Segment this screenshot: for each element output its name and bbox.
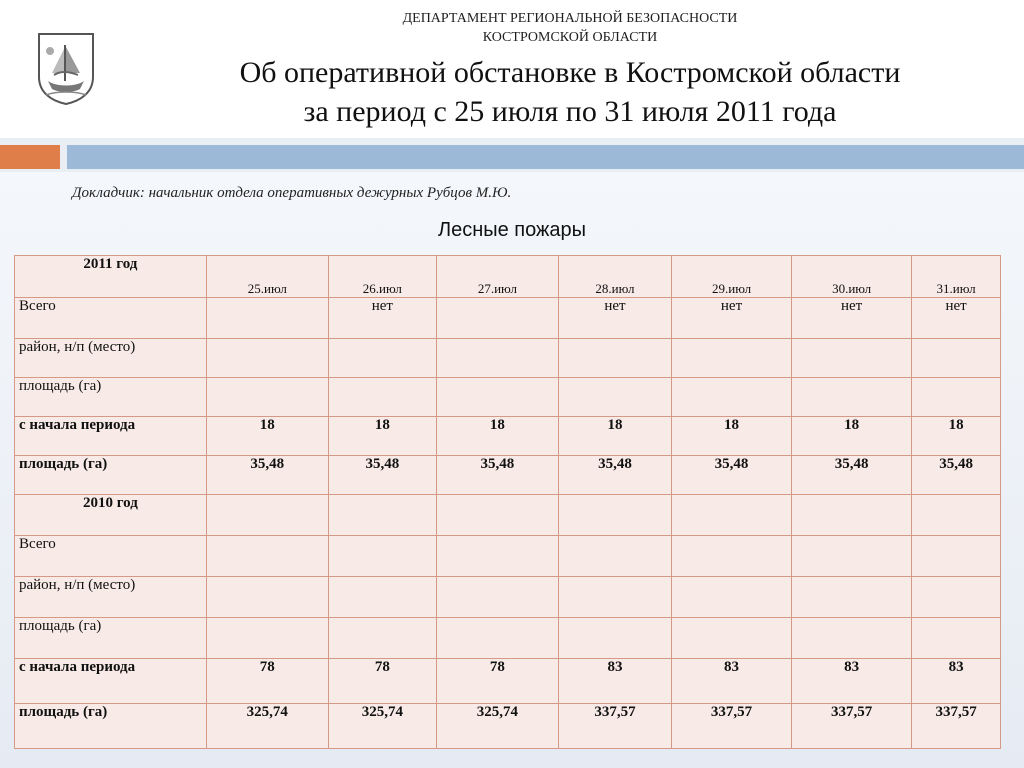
table-cell: нет	[671, 298, 791, 339]
table-cell: 337,57	[912, 704, 1001, 749]
table-cell	[912, 618, 1001, 659]
table-row	[15, 536, 1001, 577]
table-cell	[912, 339, 1001, 378]
table-cell	[558, 378, 671, 417]
table-cell	[912, 495, 1001, 536]
table-cell	[436, 577, 558, 618]
table-cell: 325,74	[206, 704, 328, 749]
table-cell	[671, 577, 791, 618]
table-cell: 35,48	[206, 456, 328, 495]
year-label-2011: 2011 год	[15, 256, 207, 298]
table-cell: 35,48	[436, 456, 558, 495]
table-header-row-2010	[15, 495, 1001, 536]
table-cell	[912, 536, 1001, 577]
table-cell: 83	[792, 659, 912, 704]
table-cell: 35,48	[671, 456, 791, 495]
table-cell: нет	[558, 298, 671, 339]
kostroma-coat-of-arms-icon	[36, 31, 96, 106]
row-label: площадь (га)	[15, 618, 207, 659]
date-header: 28.июл	[558, 256, 671, 298]
table-cell: 35,48	[328, 456, 436, 495]
table-cell	[558, 536, 671, 577]
table-cell: 83	[912, 659, 1001, 704]
table-row	[15, 417, 1001, 456]
department-name-line2: КОСТРОМСКОЙ ОБЛАСТИ	[482, 30, 658, 45]
accent-bar-blue	[67, 145, 1024, 169]
row-label: район, н/п (место)	[15, 577, 207, 618]
table-cell: 337,57	[671, 704, 791, 749]
table-cell: 337,57	[558, 704, 671, 749]
table-cell: 83	[671, 659, 791, 704]
row-label: район, н/п (место)	[15, 339, 207, 378]
row-label: с начала периода	[15, 659, 207, 704]
table-cell: 18	[792, 417, 912, 456]
row-label: Всего	[15, 536, 207, 577]
forest-fires-table	[14, 255, 1001, 749]
table-cell	[206, 536, 328, 577]
table-cell	[792, 618, 912, 659]
table-cell	[912, 378, 1001, 417]
table-cell	[206, 378, 328, 417]
table-cell	[792, 536, 912, 577]
table-row	[15, 378, 1001, 417]
table-cell: 35,48	[792, 456, 912, 495]
table-cell	[206, 495, 328, 536]
table-cell	[328, 536, 436, 577]
row-label: площадь (га)	[15, 456, 207, 495]
table-cell: 325,74	[436, 704, 558, 749]
table-cell	[792, 339, 912, 378]
table-cell: 325,74	[328, 704, 436, 749]
table-cell	[328, 378, 436, 417]
table-cell: 18	[328, 417, 436, 456]
date-header: 26.июл	[328, 256, 436, 298]
table-cell	[206, 298, 328, 339]
row-label: площадь (га)	[15, 378, 207, 417]
row-label: Всего	[15, 298, 207, 339]
table-cell	[792, 577, 912, 618]
table-cell	[558, 577, 671, 618]
table-cell	[671, 495, 791, 536]
table-cell	[206, 339, 328, 378]
table-cell: 337,57	[792, 704, 912, 749]
table-cell	[671, 618, 791, 659]
table-cell: 18	[206, 417, 328, 456]
table-cell	[558, 495, 671, 536]
table-cell: нет	[792, 298, 912, 339]
table-cell: 78	[436, 659, 558, 704]
table-cell	[206, 618, 328, 659]
date-header: 31.июл	[912, 256, 1001, 298]
date-header: 30.июл	[792, 256, 912, 298]
table-cell: 18	[436, 417, 558, 456]
table-cell	[328, 618, 436, 659]
table-cell	[436, 495, 558, 536]
table-cell	[436, 378, 558, 417]
table-cell	[328, 495, 436, 536]
table-cell: 35,48	[912, 456, 1001, 495]
slide-title-line2: за период с 25 июля по 31 июля 2011 года	[303, 95, 837, 128]
table-cell: 18	[912, 417, 1001, 456]
table-cell	[558, 618, 671, 659]
table-row	[15, 298, 1001, 339]
table-cell	[558, 339, 671, 378]
table-cell: 78	[328, 659, 436, 704]
row-label: площадь (га)	[15, 704, 207, 749]
table-cell	[671, 339, 791, 378]
date-header: 25.июл	[206, 256, 328, 298]
table-row	[15, 339, 1001, 378]
slide-header	[0, 0, 1024, 138]
date-header: 29.июл	[671, 256, 791, 298]
table-cell	[671, 536, 791, 577]
table-cell: 78	[206, 659, 328, 704]
table-cell	[328, 577, 436, 618]
table-cell	[328, 339, 436, 378]
table-cell	[792, 378, 912, 417]
table-cell	[436, 298, 558, 339]
table-cell: нет	[328, 298, 436, 339]
table-title: Лесные пожары	[437, 219, 587, 241]
table-cell: 83	[558, 659, 671, 704]
table-cell: 35,48	[558, 456, 671, 495]
table-cell	[912, 577, 1001, 618]
table-row	[15, 577, 1001, 618]
table-row	[15, 456, 1001, 495]
accent-bar-orange	[0, 145, 60, 169]
year-label-2010: 2010 год	[15, 495, 207, 536]
table-cell	[436, 618, 558, 659]
department-name-line1: ДЕПАРТАМЕНТ РЕГИОНАЛЬНОЙ БЕЗОПАСНОСТИ	[402, 11, 738, 26]
table-cell	[206, 577, 328, 618]
table-row	[15, 659, 1001, 704]
table-cell	[436, 339, 558, 378]
table-cell: 18	[558, 417, 671, 456]
table-row	[15, 704, 1001, 749]
table-header-row-2011	[15, 256, 1001, 298]
table-cell: 18	[671, 417, 791, 456]
row-label: с начала периода	[15, 417, 207, 456]
table-cell	[436, 536, 558, 577]
table-row	[15, 618, 1001, 659]
date-header: 27.июл	[436, 256, 558, 298]
table-cell	[671, 378, 791, 417]
table-cell	[792, 495, 912, 536]
table-cell: нет	[912, 298, 1001, 339]
slide-title-line1: Об оперативной обстановке в Костромской области	[239, 56, 901, 89]
speaker-line: Докладчик: начальник отдела оперативных дежурных Рубцов М.Ю.	[72, 185, 512, 201]
